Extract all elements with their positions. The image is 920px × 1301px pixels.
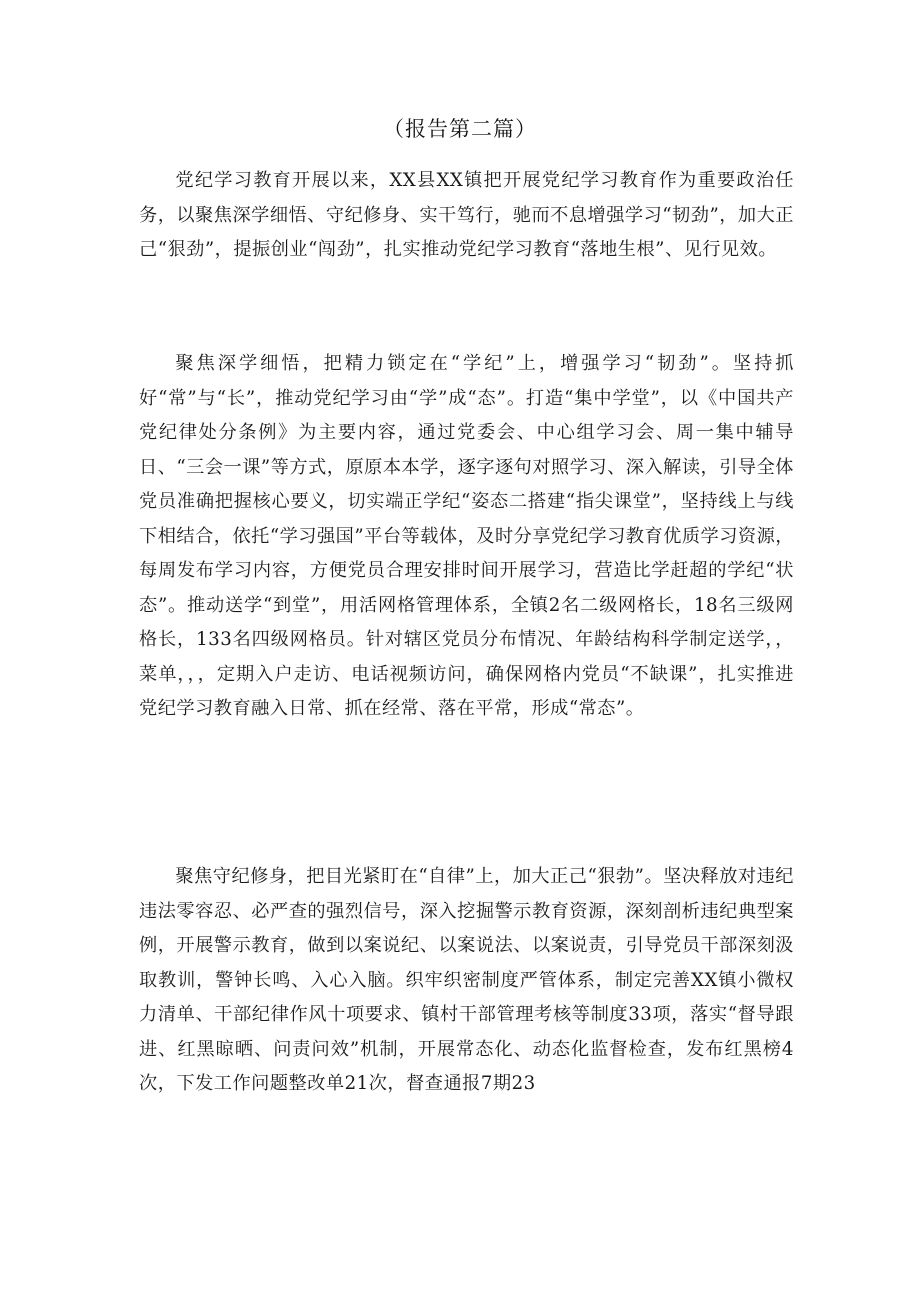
document-title: （报告第二篇） bbox=[383, 117, 537, 141]
paragraph-discipline: 聚焦守纪修身，把目光紧盯在“自律”上，加大正己“狠勃”。坚决释放对违纪违法零容忍、必严查的强烈信号，深入挖掘警示教育资源，深刻剖析违纪典型案例，开展警示教育，做到以案说纪、以案说法、以案说责，引导党员干部深刻汲取教训，警钟长鸣、入心入脑。织牢织密制度严管体系，制定完善XX镇小微权力清单、干部纪律作风十项要求、镇村干部管理考核等制度33项，落实“督导跟进、红黑晾晒、问责问效”机制，开展常态化、动态化监督检查，发布红黑榜4次，下发工作问题整改单21次，督查通报7期23 bbox=[139, 866, 794, 1094]
paragraph-study: 聚焦深学细悟，把精力锁定在“学纪”上，增强学习“韧劲”。坚持抓好“常”与“长”，推动党纪学习由“学”成“态”。打造“集中学堂”，以《中国共产党纪律处分条例》为主要内容，通过党委会、中心组学习会、周一集中辅导日、“三会一课”等方式，原原本本学，逐字逐句对照学习、深入解读，引导全体党员准确把握核心要义，切实端正学纪“姿态二搭建“指尖课堂”，坚持线上与线下相结合，依托“学习强国”平台等载体，及时分享党纪学习教育优质学习资源，每周发布学习内容，方便党员合理安排时间开展学习，营造比学赶超的学纪“状态”。推动送学“到堂”，用活网格管理体系，全镇2名二级网格长，18名三级网格长，133名四级网格员。针对辖区党员分布情况、年龄结构科学制定送学，，菜单，，，定期入户走访、电话视频访问，确保网格内党员“不缺课”，扎实推进党纪学习教育融入日常、抓在经常、落在平常，形成“常态”。 bbox=[139, 353, 794, 719]
paragraph-intro: 党纪学习教育开展以来，XX县XX镇把开展党纪学习教育作为重要政治任务，以聚焦深学细悟、守纪修身、实干笃行，驰而不息增强学习“韧劲”，加大正己“狠劲”，提振创业“闯劲”，扎实推动党纪学习教育“落地生根”、见行见效。 bbox=[139, 170, 794, 260]
